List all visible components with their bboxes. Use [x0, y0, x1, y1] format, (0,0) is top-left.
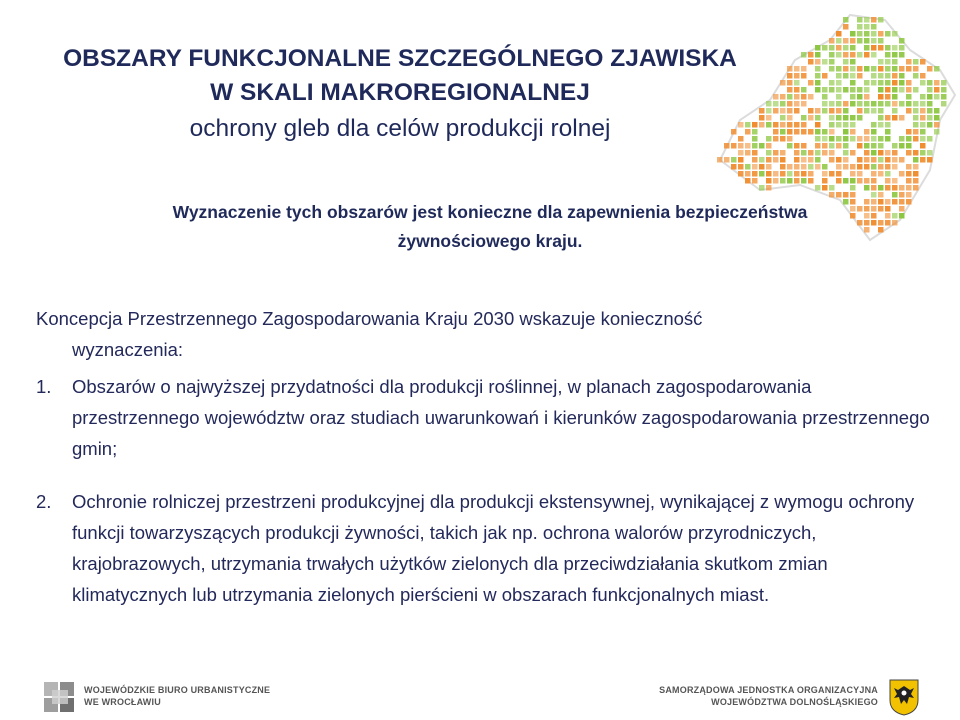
list-item-text: Obszarów o najwyższej przydatności dla produkcji roślinnej, w planach zagospodarowania przestrzennego województw oraz studiach uwarunkowań i kierunków zagospodarowania przestrzennego gmin;: [72, 376, 930, 459]
list-item-number: 1.: [36, 376, 52, 397]
footer-organization: [84, 684, 270, 708]
footer-left-line-2: WE WROCŁAWIU: [84, 697, 161, 707]
body-text: [36, 303, 936, 610]
list-item-text: Ochronie rolniczej przestrzeni produkcyjnej dla produkcji ekstensywnej, wynikającej z wymogu ochrony funkcji towarzyszących produkcji żywności, takich jak np. ochrona walorów przyrodniczych, krajobrazowych, utrzymania trwałych użytków zielonych dla przeciwdziałania skutkom zmian klimatycznych lub utrzymania zielonych pierścieni w obszarach funkcjonalnych miast.: [72, 491, 915, 605]
footer-unit: [659, 684, 878, 708]
intro-line-2: żywnościowego kraju.: [397, 231, 583, 251]
concept-paragraph: [36, 303, 936, 365]
list-item: [36, 371, 936, 464]
footer-left-line-1: WOJEWÓDZKIE BIURO URBANISTYCZNE: [84, 685, 271, 695]
intro-text: [60, 198, 920, 256]
voivodeship-crest-icon: [888, 678, 920, 716]
concept-line-1: Koncepcja Przestrzennego Zagospodarowania Kraju 2030 wskazuje konieczność: [36, 308, 703, 329]
wbu-logo-icon: [42, 678, 78, 714]
list-item-number: 2.: [36, 491, 52, 512]
footer-right-line-1: SAMORZĄDOWA JEDNOSTKA ORGANIZACYJNA: [659, 685, 878, 695]
list-item: [36, 486, 936, 610]
footer-right-line-2: WOJEWÓDZTWA DOLNOŚLĄSKIEGO: [711, 697, 878, 707]
slide-title: [30, 42, 770, 148]
subtitle: ochrony gleb dla celów produkcji rolnej: [189, 115, 611, 142]
concept-line-2: wyznaczenia:: [72, 339, 184, 360]
title-line-2: W SKALI MAKROREGIONALNEJ: [210, 79, 590, 106]
title-line-1: OBSZARY FUNKCJONALNE SZCZEGÓLNEGO ZJAWISKA: [63, 45, 737, 72]
footer: [0, 672, 960, 720]
intro-line-1: Wyznaczenie tych obszarów jest konieczne dla zapewnienia bezpieczeństwa: [172, 202, 808, 222]
